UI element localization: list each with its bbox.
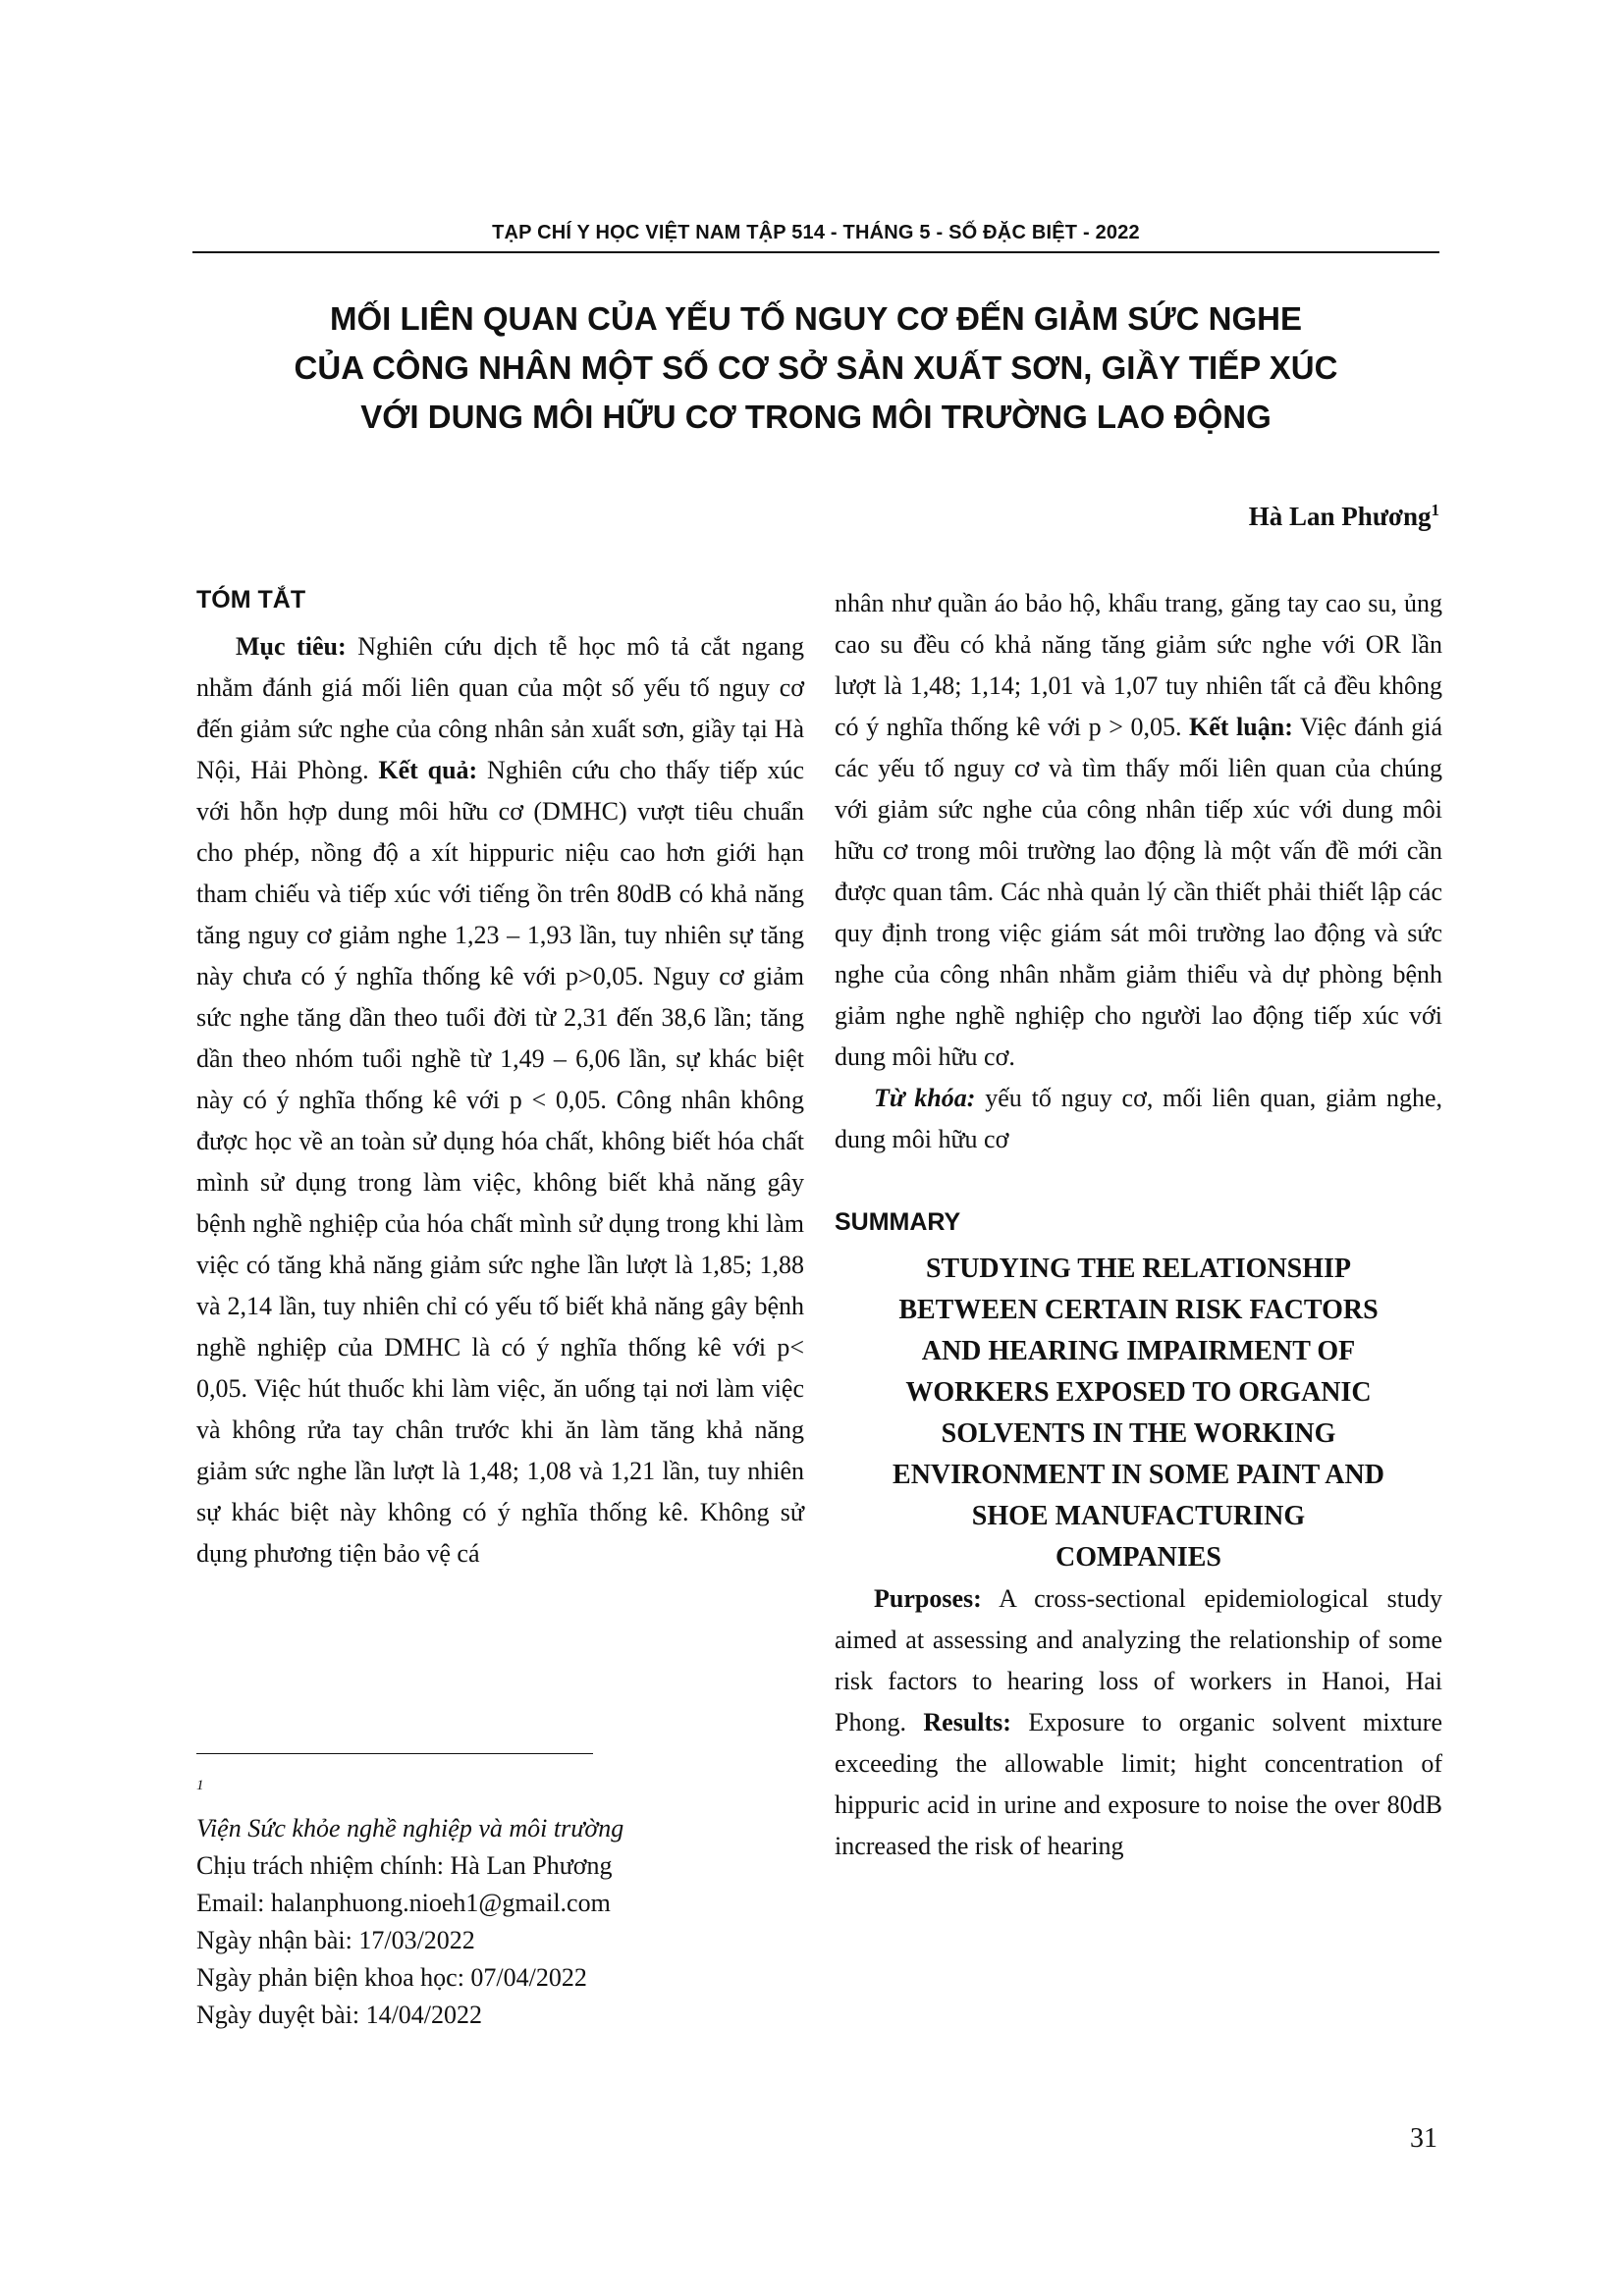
purposes-label: Purposes: bbox=[874, 1584, 982, 1613]
keywords-label: Từ khóa: bbox=[874, 1084, 976, 1112]
summary-heading: SUMMARY bbox=[835, 1208, 961, 1236]
summary-title-line: SHOE MANUFACTURING bbox=[971, 1501, 1306, 1531]
summary-results-text: Exposure to organic solvent mixture exceeding the allowable limit; hight concentration of hippuric acid in urine and exposure to noise the over 80dB increased the risk of hearing bbox=[835, 1708, 1442, 1860]
author bbox=[1249, 501, 1439, 532]
footnote-accepted: Ngày duyệt bài: 14/04/2022 bbox=[196, 2000, 483, 2029]
keywords-text: yếu tố nguy cơ, mối liên quan, giảm nghe, dung môi hữu cơ bbox=[835, 1084, 1442, 1153]
summary-title-line: WORKERS EXPOSED TO ORGANIC bbox=[905, 1377, 1372, 1408]
title-line: MỐI LIÊN QUAN CỦA YẾU TỐ NGUY CƠ ĐẾN GIẢM SỨC NGHE bbox=[330, 300, 1302, 337]
footnote-affiliation bbox=[196, 1767, 804, 1847]
title-line: CỦA CÔNG NHÂN MỘT SỐ CƠ SỞ SẢN XUẤT SƠN, GIẦY TIẾP XÚC bbox=[294, 349, 1338, 386]
summary-title-line: SOLVENTS IN THE WORKING bbox=[941, 1418, 1336, 1449]
abstract-continued-text: nhân như quần áo bảo hộ, khẩu trang, găng tay cao su, ủng cao su đều có khả năng tăng giảm sức nghe với OR lần lượt là 1,48; 1,14; 1,01 và 1,07 tuy nhiên tất cả đều không có ý nghĩa thống kê với p > 0,05. bbox=[835, 589, 1442, 741]
summary-paragraph bbox=[835, 1578, 1442, 1867]
page-number: 31 bbox=[1410, 2123, 1437, 2154]
footnote-responsible: Chịu trách nhiệm chính: Hà Lan Phương bbox=[196, 1850, 613, 1880]
summary-title bbox=[835, 1249, 1442, 1578]
summary-title-line: AND HEARING IMPAIRMENT OF bbox=[921, 1336, 1356, 1366]
summary-title-line: COMPANIES bbox=[1055, 1542, 1222, 1573]
author-name: Hà Lan Phương bbox=[1248, 502, 1432, 531]
conclusion-label: Kết luận: bbox=[1189, 713, 1293, 741]
author-affiliation-mark: 1 bbox=[1431, 501, 1439, 519]
header-rule bbox=[192, 251, 1439, 253]
title-line: VỚI DUNG MÔI HỮU CƠ TRONG MÔI TRƯỜNG LAO ĐỘNG bbox=[360, 399, 1272, 435]
summary-title-line: ENVIRONMENT IN SOME PAINT AND bbox=[893, 1460, 1384, 1490]
objective-text: Nghiên cứu dịch tễ học mô tả cắt ngang nhằm đánh giá mối liên quan của một số yếu tố nguy cơ đến giảm sức nghe của công nhân sản xuất sơn, giầy tại Hà Nội, Hải Phòng. bbox=[196, 632, 804, 784]
objective-label: Mục tiêu: bbox=[236, 632, 347, 661]
footnotes bbox=[196, 1767, 804, 2034]
results-label: Kết quả: bbox=[378, 756, 478, 784]
footnote-affiliation-mark: 1 bbox=[196, 1778, 204, 1793]
abstract-vi-column bbox=[196, 579, 804, 1575]
abstract-heading: TÓM TẮT bbox=[196, 586, 306, 614]
footnote-received: Ngày nhận bài: 17/03/2022 bbox=[196, 1925, 475, 1954]
footnote-email: Email: halanphuong.nioeh1@gmail.com bbox=[196, 1888, 611, 1917]
summary-title-line: STUDYING THE RELATIONSHIP bbox=[925, 1254, 1352, 1284]
purposes-text: A cross-sectional epidemiological study aimed at assessing and analyzing the relationship of some risk factors to hearing loss of workers in Hanoi, Hai Phong. bbox=[835, 1584, 1442, 1736]
article-title bbox=[192, 294, 1439, 442]
footnote-rule bbox=[196, 1753, 593, 1754]
keywords bbox=[835, 1078, 1442, 1160]
summary-title-line: BETWEEN CERTAIN RISK FACTORS bbox=[898, 1295, 1379, 1325]
results-text: Nghiên cứu cho thấy tiếp xúc với hỗn hợp dung môi hữu cơ (DMHC) vượt tiêu chuẩn cho phép, nồng độ a xít hippuric niệu cao hơn giới hạn tham chiếu và tiếp xúc với tiếng ồn trên 80dB có khả năng tăng nguy cơ giảm nghe 1,23 – 1,93 lần, tuy nhiên sự tăng này chưa có ý nghĩa thống kê với p>0,05. Nguy cơ giảm sức nghe tăng dần theo tuổi đời từ 2,31 đến 38,6 lần; tăng dần theo nhóm tuổi nghề từ 1,49 – 6,06 lần, sự khác biệt này có ý nghĩa thống kê với p < 0,05. Công nhân không được học về an toàn sử dụng hóa chất, không biết hóa chất mình sử dụng trong làm việc, không biết khả năng gây bệnh nghề nghiệp của hóa chất mình sử dụng trong khi làm việc có tăng khả năng giảm sức nghe lần lượt là 1,85; 1,88 và 2,14 lần, tuy nhiên chỉ có yếu tố biết khả năng gây bệnh nghề nghiệp của DMHC là có ý nghĩa thống kê với p< 0,05. Việc hút thuốc khi làm việc, ăn uống tại nơi làm việc và không rửa tay chân trước khi ăn làm tăng khả năng giảm sức nghe lần lượt là 1,48; 1,08 và 1,21 lần, tuy nhiên sự khác biệt này không có ý nghĩa thống kê. Không sử dụng phương tiện bảo vệ cá bbox=[196, 756, 805, 1568]
abstract-paragraph bbox=[196, 626, 804, 1575]
right-column bbox=[835, 583, 1442, 1867]
journal-header: TẠP CHÍ Y HỌC VIỆT NAM TẬP 514 - THÁNG 5 - SỐ ĐẶC BIỆT - 2022 bbox=[492, 222, 1140, 243]
abstract-paragraph-continued bbox=[835, 583, 1442, 1078]
footnote-reviewed: Ngày phản biện khoa học: 07/04/2022 bbox=[196, 1962, 587, 1992]
footnote-affiliation-text: Viện Sức khỏe nghề nghiệp và môi trường bbox=[196, 1813, 624, 1842]
conclusion-text: Việc đánh giá các yếu tố nguy cơ và tìm thấy mối liên quan của chúng với giảm sức nghe của công nhân tiếp xúc với dung môi hữu cơ trong môi trường lao động là một vấn đề mới cần được quan tâm. Các nhà quản lý cần thiết phải thiết lập các quy định trong việc giám sát môi trường lao động và sức nghe của công nhân nhằm giảm thiểu và dự phòng bệnh giảm nghe nghề nghiệp cho người lao động tiếp xúc với dung môi hữu cơ. bbox=[835, 713, 1443, 1071]
summary-results-label: Results: bbox=[923, 1708, 1011, 1736]
